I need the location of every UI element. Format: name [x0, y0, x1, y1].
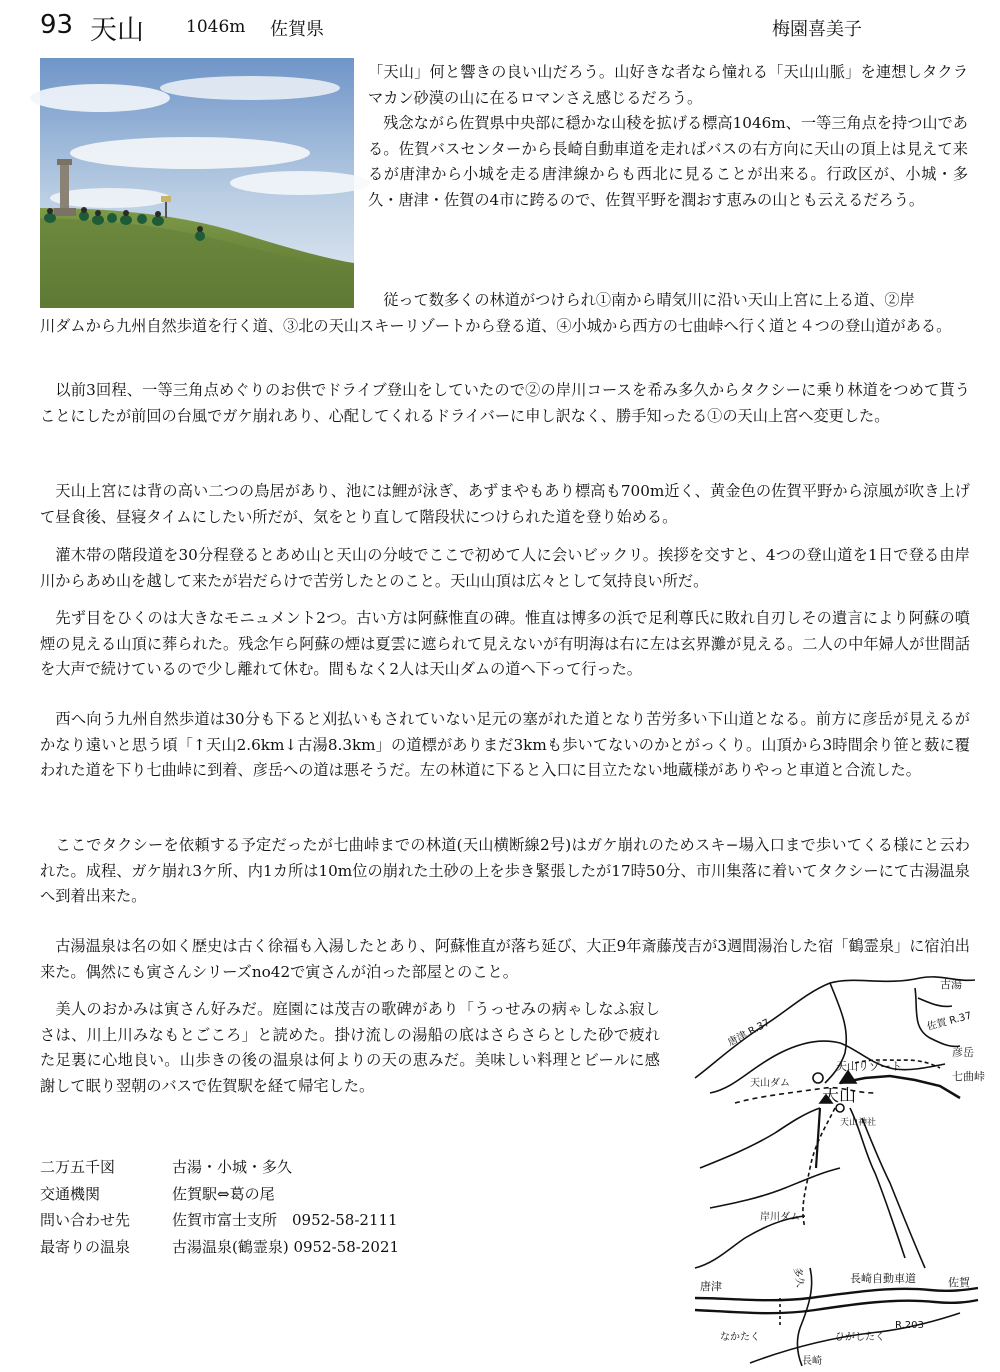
map-label-taku: 多久	[791, 1266, 806, 1289]
map-label-shrine: 天山神社	[840, 1118, 877, 1128]
info-label: 問い合わせ先	[40, 1211, 131, 1229]
map-label-expressway: 長崎自動車道	[850, 1272, 916, 1285]
paragraph-trails-rest: 川ダムから九州自然歩道を行く道、③北の天山スキーリゾートから登る道、④小城から西方の七曲峠へ行く道と４つの登山道がある。	[40, 317, 952, 335]
paragraph-upper-shrine: 天山上宮には背の高い二つの鳥居があり、池には鯉が泳ぎ、あずまやもあり標高も700m近く、黄金色の佐賀平野から涼風が吹き上げて昼食後、昼寝タイムにしたい所だが、気をとり直して階段状につけられた道を登り始める。	[40, 482, 970, 526]
map-label-r203: R.203	[895, 1320, 924, 1331]
prefecture: 佐賀県	[270, 19, 324, 40]
map-label-dam: 天山ダム	[750, 1078, 790, 1089]
map-label-ski-resort: 天山リゾート	[836, 1060, 902, 1073]
paragraph-onsen: 古湯温泉は名の如く歴史は古く徐福も入湯したとあり、阿蘇惟直が落ち延び、大正9年斎藤茂吉が3週間湯治した宿「鶴霊泉」に宿泊出来た。偶然にも寅さんシリーズno42で寅さんが泊った部屋とのこと。	[40, 937, 970, 981]
entry-number: 93	[40, 10, 74, 40]
map-label-nagasaki: 長崎	[802, 1356, 822, 1367]
mountain-name: 天山	[90, 15, 144, 46]
info-table	[40, 1156, 460, 1262]
paragraph-descent: 西へ向う九州自然歩道は30分も下ると刈払いもされていない足元の塞がれた道となり苦労多い下山道となる。前方に彦岳が見えるがかなり遠いと思う頃「↑天山2.6km↓古湯8.3km」の道標がありまだ3kmも歩いてないのかとがっくり。山頂から3時間余り笹と薮に覆われた道を下り七曲峠に到着、彦岳への道は悪そうだ。左の林道に下ると入口に目立たない地蔵様がありやっと車道と合流した。	[40, 710, 970, 779]
info-label: 最寄りの温泉	[40, 1237, 131, 1256]
info-value: 古湯・小城・多久	[172, 1158, 293, 1176]
map-label-karatsu-r37: 唐津 R.37	[726, 1017, 772, 1049]
map-label-hikodake: 彦岳	[952, 1046, 974, 1059]
map-label-saga: 佐賀	[948, 1276, 970, 1289]
info-label: 二万五千図	[40, 1158, 116, 1176]
info-value: 佐賀市富士支所 0952-58-2111	[172, 1211, 398, 1229]
summit-photo	[40, 58, 354, 308]
info-label: 交通機関	[40, 1184, 101, 1203]
paragraph-taxi: ここでタクシーを依頼する予定だったが七曲峠までの林道(天山横断線2号)はガケ崩れのためスキ−場入口まで歩いてくる様にと云われた。成程、ガケ崩れ3ケ所、内1カ所は10m位の崩れた土砂の上を歩き緊張したが17時50分、市川集落に着いてタクシーにて古湯温泉へ到着出来た。	[40, 836, 970, 905]
map-label-saga-r37: 佐賀 R.37	[925, 1010, 973, 1033]
paragraph-closing: 美人のおかみは寅さん好みだ。庭園には茂吉の歌碑があり「うっせみの病ゃしなふ寂しさは、川上川みなもとごころ」と読めた。掛け流しの湯船の底はさらさらとした砂で疲れた足裏に心地良い。山歩きの後の温泉は何よりの天の恵みだ。美味しい料理とビールに感謝して眠り翌朝のバスで佐賀駅を経て帰宅した。	[40, 1000, 660, 1095]
info-value: 佐賀駅⇔葛の尾	[172, 1184, 275, 1203]
route-map	[690, 968, 985, 1368]
author-name: 梅園喜美子	[772, 19, 862, 40]
info-row-transport	[40, 1183, 460, 1210]
info-row-map	[40, 1156, 460, 1183]
paragraph-monuments: 先ず目をひくのは大きなモニュメント2つ。古い方は阿蘇惟直の碑。惟直は博多の浜で足利尊氏に敗れ自刃しその遺言により阿蘇の噴煙の見える山頂に葬られた。残念乍ら阿蘇の煙は夏雲に遮られて見えないが有明海は右に左は玄界灘が見える。二人の中年婦人が世間話を大声で続けているので少し離れて休む。間もなく2人は天山ダムの道へ下って行った。	[40, 609, 971, 678]
info-row-onsen	[40, 1236, 460, 1263]
paragraph-ascent: 灌木帯の階段道を30分程登るとあめ山と天山の分岐でここで初めて人に会いビックリ。挨拶を交すと、4つの登山道を1日で登る由岸川からあめ山を越して来たが岩だらけで苦労したとのこと。天山山頂は広々として気持良い所だ。	[40, 546, 970, 590]
intro-paragraph-1: 「天山」何と響きの良い山だろう。山好きな者なら憧れる「天山山脈」を連想しタクラマカン砂漠の山に在るロマンさえ感じるだろう。	[368, 63, 968, 107]
map-label-kishikawa-dam: 岸川ダム	[760, 1212, 800, 1223]
info-row-contact	[40, 1209, 460, 1236]
map-label-furuyu: 古湯	[940, 978, 962, 991]
paragraph-previous-visits: 以前3回程、一等三角点めぐりのお供でドライブ登山をしていたので②の岸川コースを希み多久からタクシーに乗り林道をつめて貰うことにしたが前回の台風でガケ崩れあり、心配してくれるドライバーに申し訳なく、勝手知ったる①の天山上宮へ変更した。	[40, 381, 970, 425]
intro-paragraph-2: 残念ながら佐賀県中央部に穏かな山稜を拡げる標高1046m、一等三角点を持つ山である。佐賀バスセンターから長崎自動車道を走ればバスの右方向に天山の頂上は見えて来るが唐津から小城を走る唐津線からも西北に見ることが出来る。行政区が、小城・多久・唐津・佐賀の4市に跨るので、佐賀平野を潤おす恵みの山とも云えるだろう。	[368, 114, 968, 209]
map-label-nanamagari: 七曲峠	[952, 1070, 985, 1083]
map-label-higashitaku: ひがしたく	[835, 1332, 885, 1343]
paragraph-trails-start: 従って数多くの林道がつけられ①南から晴気川に沿い天山上宮に上る道、②岸	[368, 291, 915, 309]
elevation: 1046m	[186, 17, 246, 37]
page-header	[40, 8, 960, 44]
map-label-summit: 天山	[822, 1086, 856, 1106]
map-label-karatsu: 唐津	[700, 1280, 722, 1293]
info-value: 古湯温泉(鶴霊泉) 0952-58-2021	[172, 1237, 400, 1256]
map-label-nakataku: なかたく	[720, 1332, 760, 1343]
